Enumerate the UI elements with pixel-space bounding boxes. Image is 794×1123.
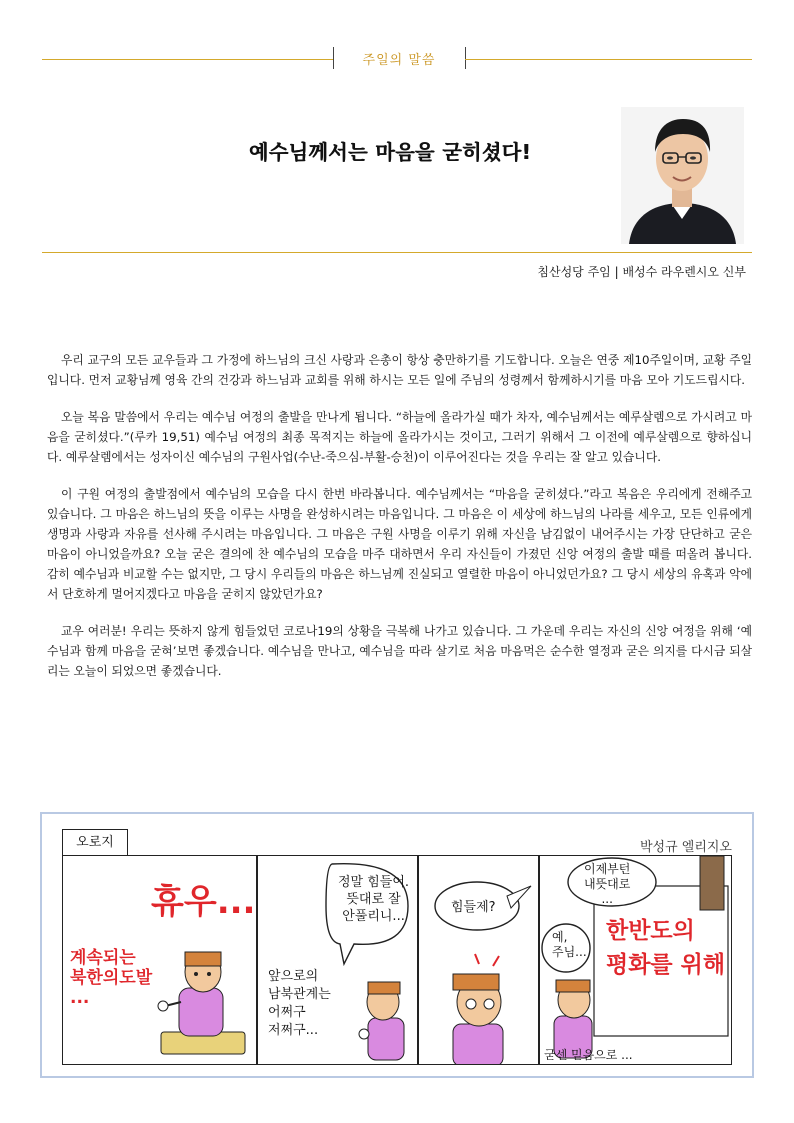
comic-author: 박성규 엘리지오 — [639, 840, 732, 855]
comic-bubble: 정말 힘들어. 뜻대로 잘 안풀리니... — [338, 875, 410, 924]
comic-bubble: 힘들제? — [451, 900, 496, 915]
comic-panel-3 — [418, 855, 539, 1065]
comic-banner: 한반도의 평화를 위해 — [606, 918, 726, 978]
comic-character-sitting — [63, 856, 257, 1065]
paragraph: 이 구원 여정의 출발점에서 예수님의 모습을 다시 한번 바라봅니다. 예수님께서는 “마음을 굳히셨다.”라고 복음은 우리에게 전해주고 있습니다. 그 마음은 하느님의 뜻을 이루는 사명을 완성하시려는 마음입니다. 그 마음은 이 세상에 하느님의 나라를 세우고, 모든 인류에게 생명과 사랑과 자유를 선사해 주시려는 마음입니다. 그 마음은 구원 사명을 이루기 위해 자신을 남김없이 내어주시는 가장 단단하고 굳은 마음이 아니었을까요? 오늘 굳은 결의에 찬 예수님의 모습을 마주 대하면서 우리 자신들이 가졌던 신앙 여정의 출발 때를 떠올려 봅니다. 감히 예수님과 비교할 수는 없지만, 그 당시 우리들의 마음은 하느님께 진실되고 열렬한 마음이 아니었던가요? 그 당시 세상의 유혹과 악에서 단호하게 멀어지겠다고 마음을 굳히지 않았던가요? — [47, 487, 752, 601]
article-body — [47, 350, 752, 698]
comic-exclaim: 휴우... — [151, 882, 256, 922]
comic-bubble: 이제부턴 내뜻대로 ... — [584, 862, 631, 906]
header-tick-right — [465, 47, 466, 69]
header-rule-left — [42, 59, 333, 60]
title-rule — [42, 252, 752, 253]
section-label: 주일의 말씀 — [362, 53, 436, 68]
comic-panel-2 — [257, 855, 418, 1065]
comic-series-name: 오로지 — [62, 829, 128, 856]
comic-thought: 앞으로의 남북관계는 어쩌구 저쩌구... — [268, 969, 331, 1038]
page-title: 예수님께서는 마음을 굳히셨다! — [248, 140, 532, 164]
paragraph: 우리 교구의 모든 교우들과 그 가정에 하느님의 크신 사랑과 은총이 항상 충만하기를 기도합니다. 오늘은 연중 제10주일이며, 교황 주일입니다. 먼저 교황님께 영육 간의 건강과 하느님과 교회를 위해 하시는 모든 일에 주님의 성령께서 함께하시기를 마음 모아 기도드립시다. — [47, 353, 752, 387]
comic-sign: 계속되는 북한의도발 ... — [70, 948, 153, 1008]
paragraph: 오늘 복음 말씀에서 우리는 예수님 여정의 출발을 만나게 됩니다. “하늘에 올라가실 때가 차자, 예수님께서는 예루살렘으로 가시려고 마음을 굳히셨다.”(루카 19,51) 예수님 여정의 최종 목적지는 하늘에 올라가시는 것이고, 그러기 위해서 그 이전에 예루살렘으로 향하십니다. 예루살렘에서는 성자이신 예수님의 구원사업(수난-죽으심-부활-승천)이 이루어진다는 것을 우리는 잘 알고 있습니다. — [47, 410, 752, 464]
comic-caption: 굳센 믿음으로 ... — [544, 1048, 633, 1062]
comic-panel-1 — [62, 855, 257, 1065]
comic-bubble-reply: 예, 주님... — [552, 930, 587, 959]
byline: 침산성당 주임 | 배성수 라우렌시오 신부 — [537, 265, 746, 279]
header-rule-right — [465, 59, 752, 60]
paragraph: 교우 여러분! 우리는 뜻하지 않게 힘들었던 코로나19의 상황을 극복해 나가고 있습니다. 그 가운데 우리는 자신의 신앙 여정을 위해 ‘예수님과 함께 마음을 굳혀’보면 좋겠습니다. 예수님을 만나고, 예수님을 따라 살기로 처음 마음먹은 순수한 열정과 굳은 의지를 다시금 되살리는 오늘이 되었으면 좋겠습니다. — [47, 624, 752, 678]
priest-photo — [621, 107, 744, 244]
comic-panel-4 — [539, 855, 732, 1065]
